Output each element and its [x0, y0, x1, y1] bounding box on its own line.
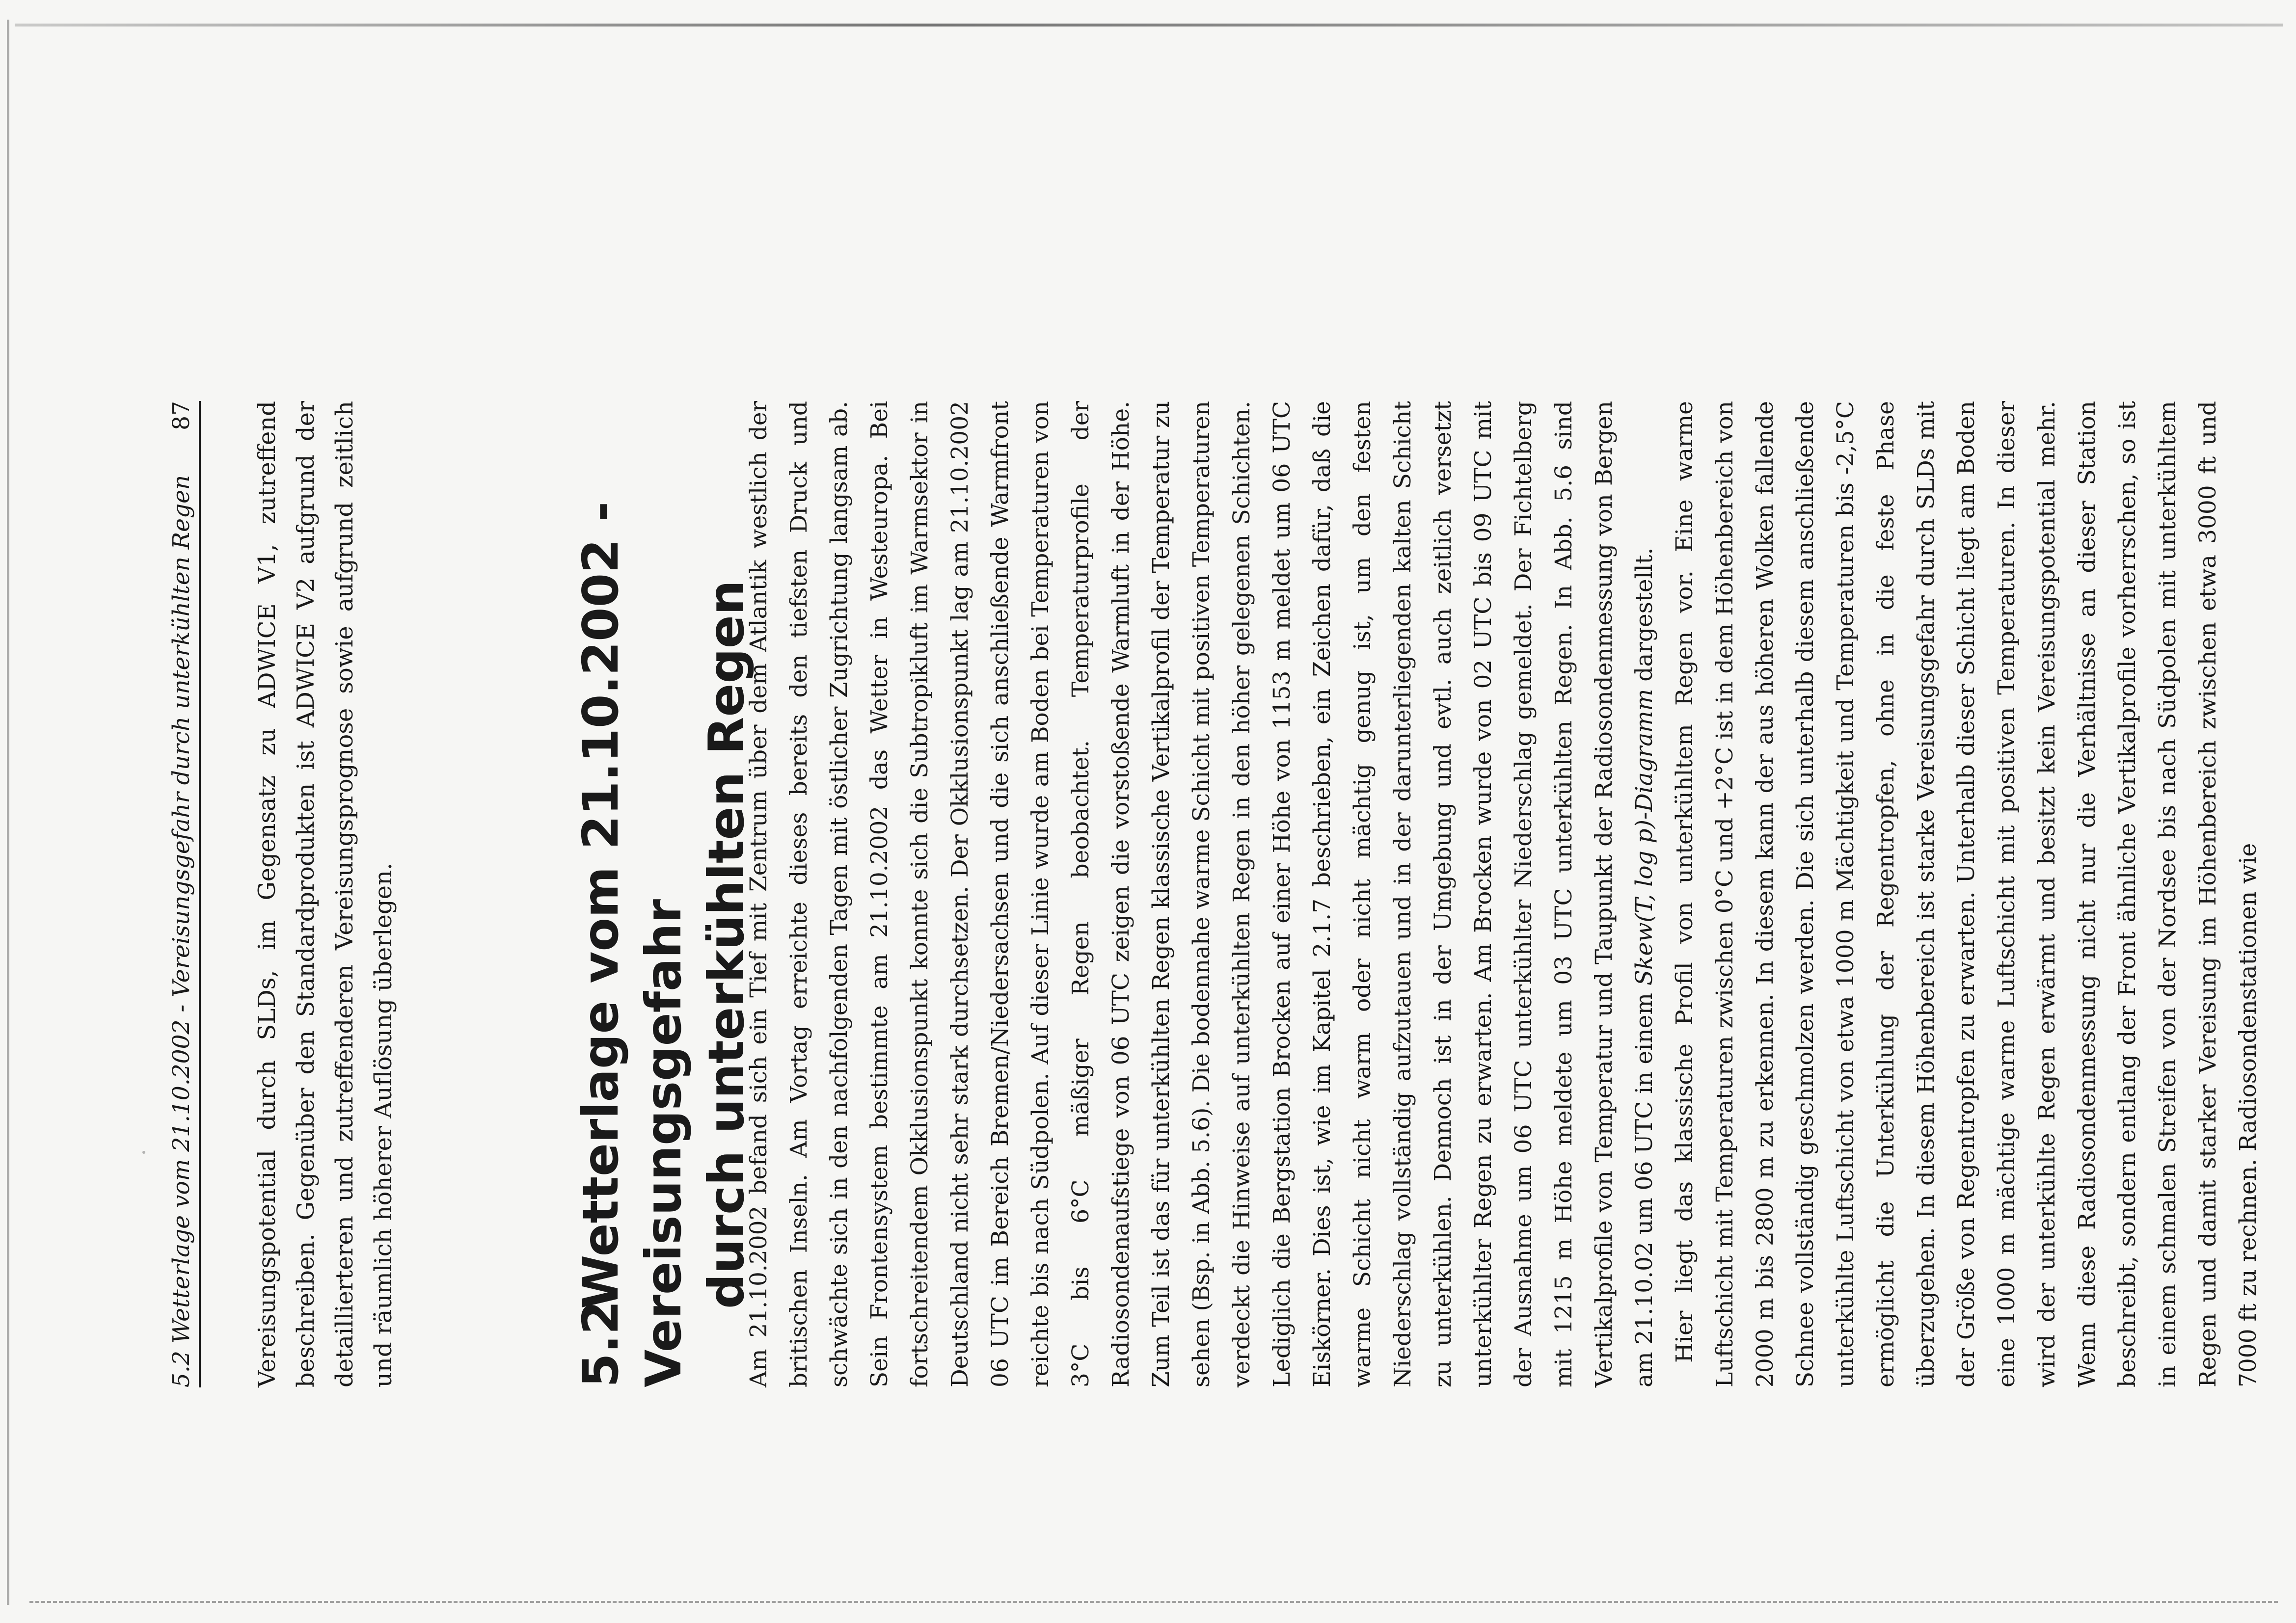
section-title-line1: Wetterlage vom 21.10.2002 - Vereisungsgefahr [572, 501, 692, 1387]
body-text [739, 401, 2269, 1387]
running-header [164, 401, 201, 1387]
paragraph-1-end: dargestellt. [1631, 547, 1658, 689]
paragraph-1 [739, 401, 1665, 1387]
page-number: 87 [168, 401, 195, 430]
intro-paragraph: Vereisungspotential durch SLDs, im Gegensatz zu ADWICE V1, zutreffend beschreiben. Gegenüber den Standardprodukten ist ADWICE V2 aufgrund der detaillierteren und zutreffenderen Vereisungsprognose sowie aufgrund zeitlich und räumlich höherer Auflösung überlegen. [253, 401, 397, 1387]
paragraph-1-text: Am 21.10.2002 befand sich ein Tief mit Zentrum über dem Atlantik westlich der britischen Inseln. Am Vortag erreichte dieses bereits den tiefsten Druck und schwächte sich in den nachfolgenden Tagen mit östlicher Zugrichtung langsam ab. Sein Frontensystem bestimmte am 21.10.2002 das Wetter in Westeuropa. Bei fortschreitendem Okklusionspunkt konnte sich die Subtropikluft im Warmsektor in Deutschland nicht sehr stark durchsetzen. Der Okklusionspunkt lag am 21.10.2002 06 UTC im Bereich Bremen/Niedersachsen und die sich anschließende Warmfront reichte bis nach Südpolen. Auf dieser Linie wurde am Boden bei Temperaturen von 3°C bis 6°C mäßiger Regen beobachtet. Temperaturprofile der Radiosondenaufstiege von 06 UTC zeigen die vorstoßende Warmluft in der Höhe. Zum Teil ist das für unterkühlten Regen klassische Vertikalprofil der Temperatur zu sehen (Bsp. in Abb. 5.6). Die bodennahe warme Schicht mit positiven Temperaturen verdeckt die Hinweise auf unterkühlten Regen in den höher gelegenen Schichten. Lediglich die Bergstation Brocken auf einer Höhe von 1153 m meldet um 06 UTC Eiskörner. Dies ist, wie im Kapitel 2.1.7 beschrieben, ein Zeichen dafür, daß die warme Schicht nicht warm oder nicht mächtig genug ist, um den festen Niederschlag vollständig aufzutauen und in der darunterliegenden kalten Schicht zu unterkühlen. Dennoch ist in der Umgebung und evtl. auch zeitlich versetzt unterkühlter Regen zu erwarten. Am Brocken wurde von 02 UTC bis 09 UTC mit der Ausnahme um 06 UTC unterkühlter Niederschlag gemeldet. Der Fichtelberg mit 1215 m Höhe meldete um 03 UTC unterkühlten Regen. In Abb. 5.6 sind Vertikalprofile von Temperatur und Taupunkt der Radiosondenmessung von Bergen am 21.10.02 um 06 UTC in einem [745, 401, 1658, 1387]
section-number: 5.2 [572, 1300, 629, 1387]
paragraph-2: Hier liegt das klassische Profil von unterkühltem Regen vor. Eine warme Luftschicht mit Temperaturen zwischen 0°C und +2°C ist in dem Höhenbereich von 2000 m bis 2800 m zu erkennen. In diesem kann der aus höheren Wolken fallende Schnee vollständig geschmolzen werden. Die sich unterhalb diesem anschließende unterkühlte Luftschicht von etwa 1000 m Mächtigkeit und Temperaturen bis -2,5°C ermöglicht die Unterkühlung der Regentropfen, ohne in die feste Phase überzugehen. In diesem Höhenbereich ist starke Vereisungsgefahr durch SLDs mit der Größe von Regentropfen zu erwarten. Unterhalb dieser Schicht liegt am Boden eine 1000 m mächtige warme Luftschicht mit positiven Temperaturen. In dieser wird der unterkühlte Regen erwärmt und besitzt kein Vereisungspotential mehr. Wenn diese Radiosondenmessung nicht nur die Verhältnisse an dieser Station beschreibt, sondern entlang der Front ähnliche Vertikalprofile vorherrschen, so ist in einem schmalen Streifen von der Nordsee bis nach Südpolen mit unterkühltem Regen und damit starker Vereisung im Höhenbereich zwischen etwa 3000 ft und 7000 ft zu rechnen. Radiosondenstationen wie [1671, 401, 2262, 1387]
paragraph-1-italic-term: Skew(T, log p)-Diagramm [1631, 689, 1658, 986]
running-header-title: 5.2 Wetterlage vom 21.10.2002 - Vereisungsgefahr durch unterkühlten Regen [168, 475, 195, 1387]
section-heading [569, 401, 758, 1387]
section-title-line2: durch unterkühlten Regen [698, 580, 755, 1309]
